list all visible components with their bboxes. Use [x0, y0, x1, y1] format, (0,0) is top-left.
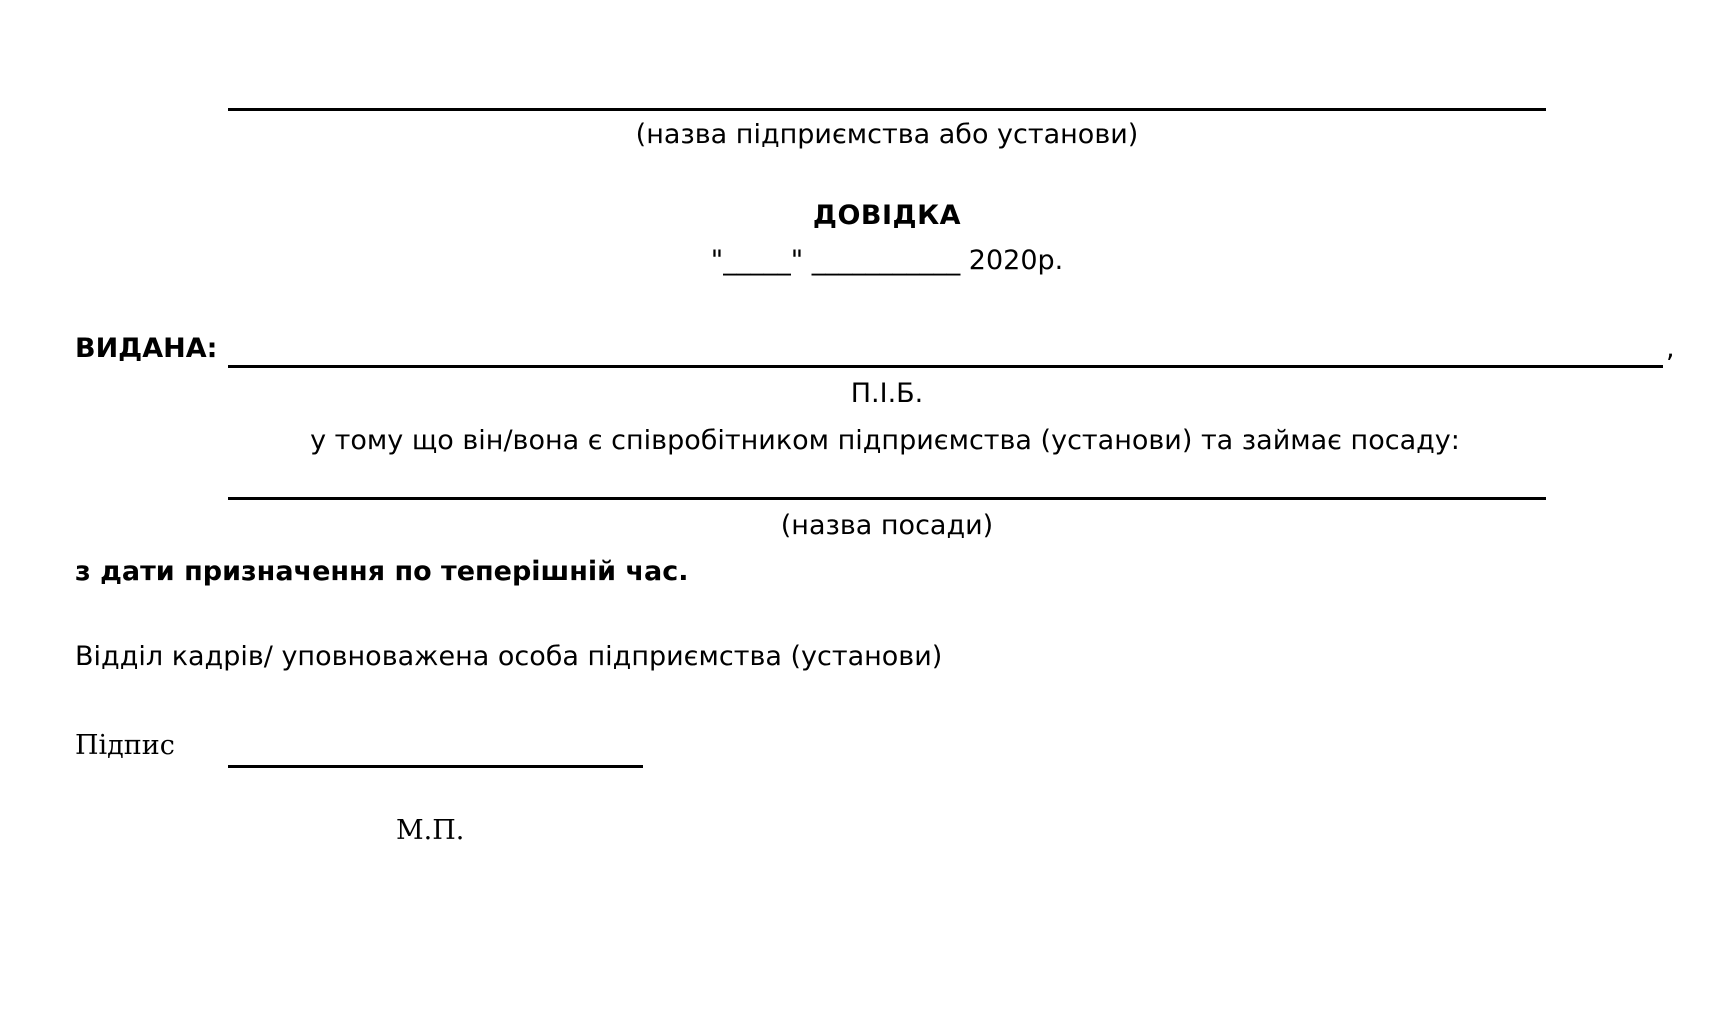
employment-statement: у тому що він/вона є співробітником підприємства (установи) та займає посаду: — [310, 425, 1460, 456]
since-appointment-line: з дати призначення по теперішній час. — [75, 556, 689, 587]
stamp-label: М.П. — [396, 815, 465, 846]
document-date-line: "_____" ___________ 2020р. — [710, 245, 1064, 276]
position-caption: (назва посади) — [780, 510, 994, 541]
page-title: ДОВІДКА — [812, 200, 962, 231]
issued-to-trailing-comma: , — [1666, 333, 1675, 364]
hr-department-line: Відділ кадрів/ уповноважена особа підприємства (установи) — [75, 641, 943, 672]
position-rule — [228, 497, 1546, 500]
issued-to-label: ВИДАНА: — [75, 333, 218, 364]
signature-rule — [228, 765, 643, 768]
full-name-caption: П.І.Б. — [850, 378, 924, 409]
organisation-name-caption: (назва підприємства або установи) — [635, 119, 1139, 150]
organisation-name-rule — [228, 108, 1546, 111]
signature-label: Підпис — [75, 730, 175, 761]
issued-to-rule — [228, 365, 1663, 368]
